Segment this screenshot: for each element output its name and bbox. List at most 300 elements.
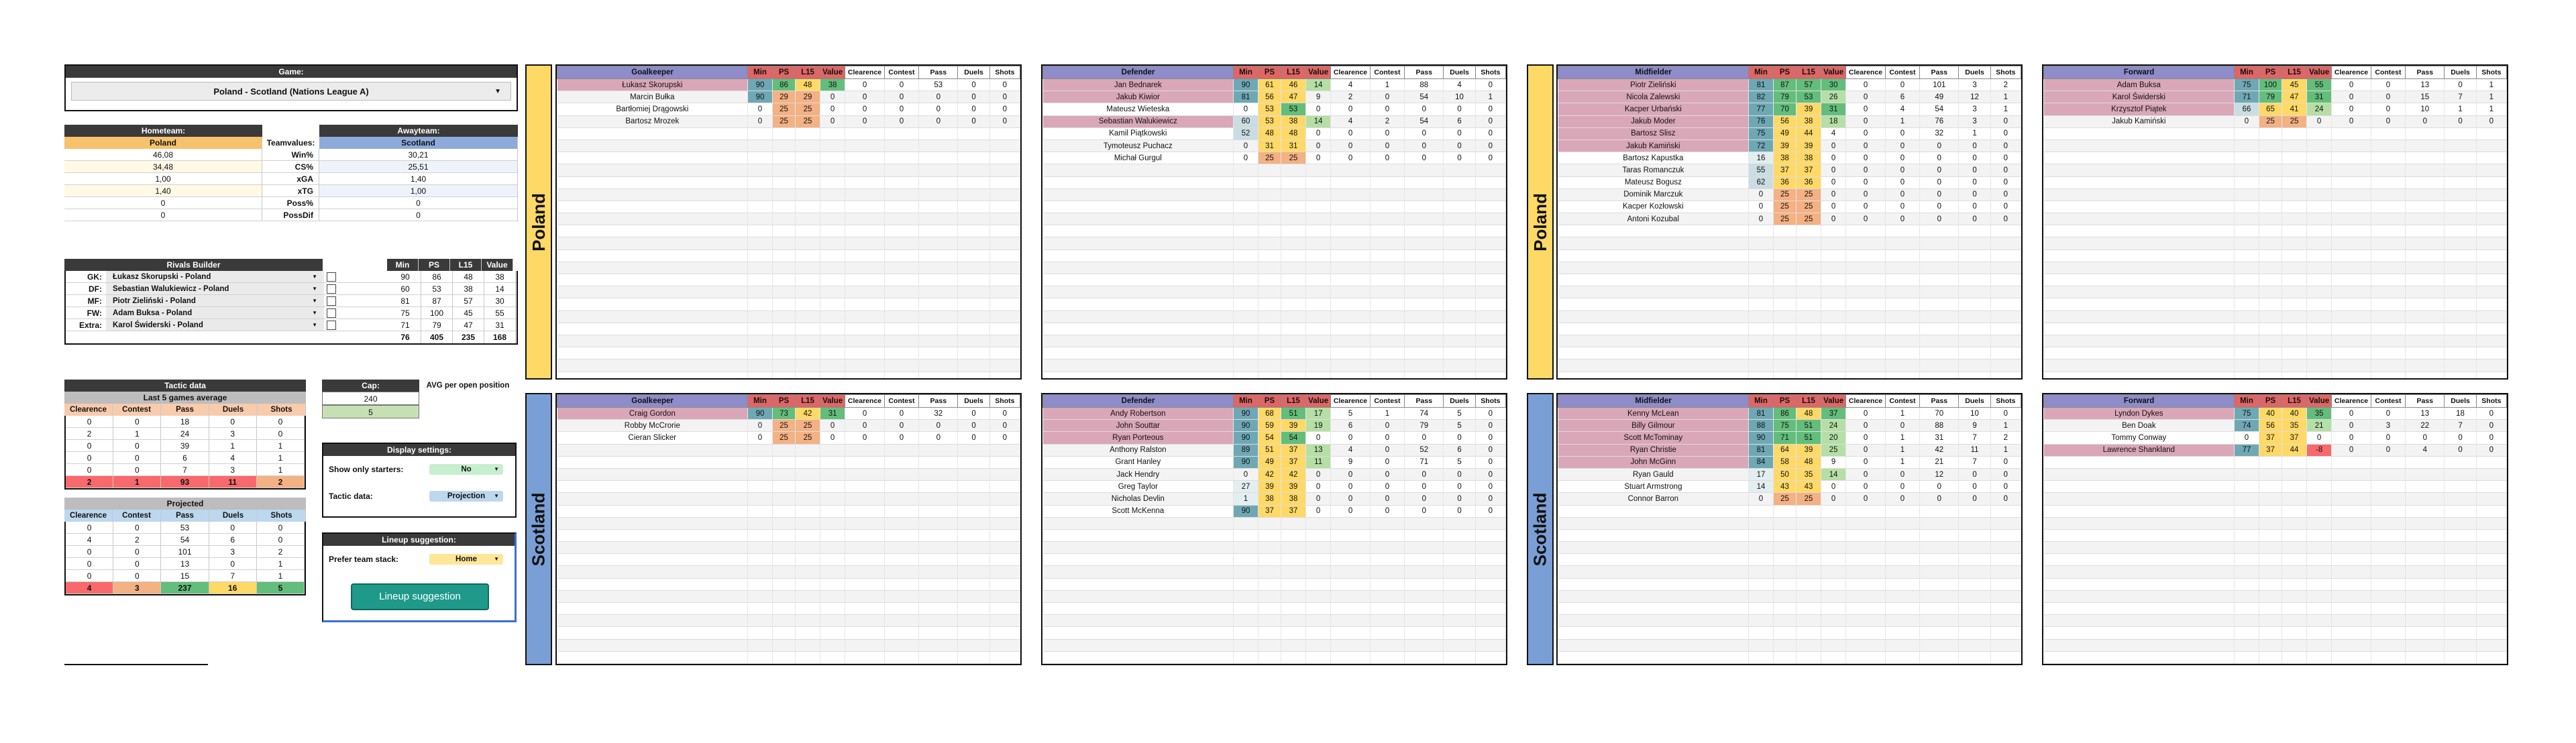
table-header-row <box>2044 66 2507 79</box>
tactic-col-headers <box>64 510 306 522</box>
empty-cell <box>1846 639 1885 651</box>
player-name[interactable]: John Souttar <box>1043 420 1234 432</box>
player-name[interactable]: Karol Świderski <box>2044 91 2235 103</box>
table-row <box>557 590 1020 602</box>
stat-cell: 47 <box>1281 91 1306 103</box>
player-name[interactable]: John McGinn <box>1558 456 1749 468</box>
empty-cell <box>2476 323 2506 335</box>
stat-cell: 0 <box>1475 493 1505 505</box>
table-row <box>2044 225 2507 237</box>
empty-cell <box>958 237 989 249</box>
empty-cell <box>2235 310 2259 323</box>
player-name[interactable]: Bartosz Slisz <box>1558 127 1749 139</box>
empty-cell <box>1234 262 1258 274</box>
empty-cell <box>2235 651 2259 663</box>
empty-cell <box>919 201 958 213</box>
empty-cell <box>2282 359 2307 372</box>
tactic-col-header: Duels <box>209 510 258 522</box>
empty-cell <box>2306 323 2332 335</box>
empty-cell <box>2332 615 2371 627</box>
empty-cell <box>958 590 989 602</box>
player-table <box>1042 394 1506 664</box>
empty-cell <box>2306 139 2332 152</box>
empty-cell <box>1305 262 1331 274</box>
empty-cell <box>1405 347 1444 359</box>
empty-cell <box>1043 578 1234 590</box>
empty-cell <box>2332 201 2371 213</box>
player-name[interactable]: Scott McTominay <box>1558 432 1749 444</box>
player-name[interactable]: Dominik Marczuk <box>1558 188 1749 201</box>
empty-cell <box>884 651 919 663</box>
stat-cell: 71 <box>1405 456 1444 468</box>
empty-cell <box>845 615 884 627</box>
empty-cell <box>2282 286 2307 298</box>
empty-cell <box>1281 578 1306 590</box>
empty-cell <box>989 542 1020 554</box>
player-name[interactable]: Robby McCrorie <box>557 420 748 432</box>
player-name[interactable]: Taras Romanczuk <box>1558 164 1749 176</box>
table-row <box>2044 188 2507 201</box>
empty-cell <box>1821 651 1846 663</box>
empty-cell <box>2332 481 2371 493</box>
player-name[interactable]: Krzysztof Piątek <box>2044 103 2235 115</box>
rivals-player-select[interactable] <box>106 295 324 306</box>
stat-cell: 25 <box>2259 115 2282 127</box>
stat-cell: 54 <box>1405 115 1444 127</box>
empty-cell <box>884 176 919 188</box>
empty-cell <box>1821 249 1846 262</box>
empty-cell <box>919 590 958 602</box>
stat-header: Contest <box>1370 66 1405 79</box>
empty-cell <box>1959 542 1990 554</box>
empty-cell <box>2044 529 2235 541</box>
empty-cell <box>919 372 958 380</box>
stat-cell: 2 <box>1331 91 1370 103</box>
stat-cell: 73 <box>772 408 795 420</box>
stat-header: Contest <box>2371 395 2406 408</box>
player-name[interactable]: Ryan Christie <box>1558 444 1749 456</box>
stat-cell: 53 <box>1258 115 1281 127</box>
empty-cell <box>1990 372 2021 380</box>
stat-cell: 0 <box>1475 456 1505 468</box>
empty-cell <box>919 323 958 335</box>
stat-cell: 0 <box>845 432 884 444</box>
empty-cell <box>557 566 748 578</box>
stat-cell: 70 <box>1920 408 1959 420</box>
empty-cell <box>1234 529 1258 541</box>
teamvalue-row <box>64 173 518 185</box>
stat-cell: 0 <box>919 420 958 432</box>
empty-cell <box>2371 176 2406 188</box>
tactic-cell: 101 <box>161 546 209 557</box>
player-name[interactable]: Jakub Kamiński <box>1558 139 1749 152</box>
tactic-cell: 39 <box>161 440 209 451</box>
empty-cell <box>884 274 919 286</box>
empty-cell <box>2235 188 2259 201</box>
empty-cell <box>1370 603 1405 615</box>
player-name[interactable]: Michał Gurgul <box>1043 152 1234 164</box>
player-name[interactable]: Marcin Bułka <box>557 91 748 103</box>
empty-cell <box>557 310 748 323</box>
empty-cell <box>2306 372 2332 380</box>
table-row <box>1558 590 2021 602</box>
rivals-checkbox[interactable] <box>327 284 336 294</box>
empty-cell <box>1043 176 1234 188</box>
stat-cell: 0 <box>2371 432 2406 444</box>
player-name[interactable]: Connor Barron <box>1558 493 1749 505</box>
empty-cell <box>2044 359 2235 372</box>
stat-cell: 6 <box>1444 115 1475 127</box>
empty-cell <box>989 127 1020 139</box>
stat-cell: 0 <box>1305 139 1331 152</box>
player-name[interactable]: Lawrence Shankland <box>2044 444 2235 456</box>
empty-cell <box>1281 286 1306 298</box>
player-name[interactable]: Jakub Moder <box>1558 115 1749 127</box>
empty-cell <box>1258 249 1281 262</box>
empty-cell <box>958 188 989 201</box>
table-header-row <box>1043 395 1506 408</box>
lineup-suggestion-button[interactable]: Lineup suggestion <box>351 583 489 610</box>
player-name[interactable]: Sebastian Walukiewicz <box>1043 115 1234 127</box>
empty-cell <box>2235 213 2259 225</box>
stat-cell: 36 <box>1773 176 1796 188</box>
empty-cell <box>2259 505 2282 517</box>
rivals-checkbox[interactable] <box>327 308 336 318</box>
empty-cell <box>2476 627 2506 639</box>
empty-cell <box>796 213 820 225</box>
rivals-player-select[interactable] <box>106 307 324 319</box>
empty-cell <box>884 372 919 380</box>
stat-header: Shots <box>2476 395 2506 408</box>
stat-cell: 0 <box>1370 456 1405 468</box>
table-row <box>557 91 1020 103</box>
stat-cell: 0 <box>1821 164 1846 176</box>
table-row <box>557 188 1020 201</box>
empty-cell <box>989 456 1020 468</box>
table-row <box>557 103 1020 115</box>
empty-cell <box>1796 274 1821 286</box>
stat-header: Duels <box>958 395 989 408</box>
player-name[interactable]: Andy Robertson <box>1043 408 1234 420</box>
table-row <box>2044 554 2507 566</box>
empty-cell <box>1405 529 1444 541</box>
stack-select[interactable]: Home ▼ <box>429 554 503 565</box>
empty-cell <box>2235 201 2259 213</box>
empty-cell <box>796 615 820 627</box>
empty-cell <box>884 249 919 262</box>
player-name[interactable]: Jakub Kamiński <box>2044 115 2235 127</box>
player-name[interactable]: Billy Gilmour <box>1558 420 1749 432</box>
stat-cell: 0 <box>1370 432 1405 444</box>
empty-cell <box>820 201 845 213</box>
table-row <box>1558 529 2021 541</box>
empty-cell <box>772 566 795 578</box>
player-name[interactable]: Lyndon Dykes <box>2044 408 2235 420</box>
empty-cell <box>2332 554 2371 566</box>
stat-cell: 0 <box>1821 176 1846 188</box>
rivals-checkbox[interactable] <box>327 272 336 282</box>
empty-cell <box>796 505 820 517</box>
cap-value[interactable]: 240 <box>322 392 419 405</box>
tactic-cell: 0 <box>66 522 113 533</box>
player-name[interactable]: Bartosz Mrozek <box>557 115 748 127</box>
empty-cell <box>1773 225 1796 237</box>
stat-cell: 54 <box>1920 103 1959 115</box>
stat-cell: 4 <box>1821 127 1846 139</box>
stat-header: L15 <box>2282 395 2307 408</box>
table-row <box>1558 372 2021 380</box>
player-name[interactable]: Anthony Ralston <box>1043 444 1234 456</box>
empty-cell <box>2259 603 2282 615</box>
empty-cell <box>1258 347 1281 359</box>
player-name[interactable]: Ryan Gauld <box>1558 468 1749 480</box>
empty-cell <box>989 201 1020 213</box>
empty-cell <box>748 578 773 590</box>
empty-cell <box>1796 237 1821 249</box>
stat-cell: 0 <box>1475 468 1505 480</box>
table-row <box>2044 213 2507 225</box>
rivals-checkbox[interactable] <box>327 321 336 330</box>
empty-cell <box>2044 298 2235 310</box>
empty-cell <box>2282 542 2307 554</box>
empty-cell <box>2044 468 2235 480</box>
player-name[interactable]: Cieran Slicker <box>557 432 748 444</box>
rivals-stat: 86 <box>421 271 453 282</box>
away-team-name: Scotland <box>319 137 518 149</box>
game-select[interactable] <box>71 82 511 101</box>
empty-cell <box>2332 372 2371 380</box>
stat-header: Pass <box>1920 395 1959 408</box>
player-name[interactable]: Kacper Urbański <box>1558 103 1749 115</box>
empty-cell <box>919 127 958 139</box>
player-name[interactable]: Greg Taylor <box>1043 481 1234 493</box>
empty-cell <box>2371 347 2406 359</box>
empty-cell <box>884 127 919 139</box>
table-row <box>2044 347 2507 359</box>
stat-cell: 0 <box>1405 432 1444 444</box>
empty-cell <box>1281 627 1306 639</box>
empty-cell <box>1846 323 1885 335</box>
rivals-player-select[interactable] <box>106 271 324 282</box>
home-value: 34,48 <box>64 161 262 172</box>
player-name[interactable]: Tymoteusz Puchacz <box>1043 139 1234 152</box>
stat-cell: 0 <box>2332 103 2371 115</box>
empty-cell <box>2476 542 2506 554</box>
stat-cell: 86 <box>1773 408 1796 420</box>
empty-cell <box>2476 286 2506 298</box>
empty-cell <box>1043 372 1234 380</box>
player-name[interactable]: Grant Hanley <box>1043 456 1234 468</box>
empty-cell <box>1796 359 1821 372</box>
empty-cell <box>748 517 773 529</box>
stat-header: Pass <box>2406 395 2445 408</box>
stat-cell: 37 <box>1773 164 1796 176</box>
empty-cell <box>2332 347 2371 359</box>
stat-cell: 0 <box>1920 164 1959 176</box>
empty-cell <box>2282 274 2307 286</box>
player-name[interactable]: Ryan Porteous <box>1043 432 1234 444</box>
empty-cell <box>1043 615 1234 627</box>
stat-cell: 3 <box>1959 103 1990 115</box>
rivals-player-select[interactable] <box>106 283 324 294</box>
empty-cell <box>557 335 748 347</box>
empty-cell <box>1821 627 1846 639</box>
rivals-player-select[interactable] <box>106 319 324 331</box>
player-name[interactable]: Nicholas Devlin <box>1043 493 1234 505</box>
player-name[interactable]: Tommy Conway <box>2044 432 2235 444</box>
empty-cell <box>796 359 820 372</box>
empty-cell <box>1281 176 1306 188</box>
empty-cell <box>1234 225 1258 237</box>
stat-header: Clearence <box>1846 395 1885 408</box>
stat-cell: 0 <box>989 115 1020 127</box>
player-name[interactable]: Nicola Zalewski <box>1558 91 1749 103</box>
empty-cell <box>557 286 748 298</box>
empty-cell <box>2282 213 2307 225</box>
empty-cell <box>1234 237 1258 249</box>
tactic-cell: 0 <box>66 416 113 427</box>
teamvalue-label: xTG <box>262 185 319 196</box>
empty-cell <box>1821 323 1846 335</box>
stat-cell: 31 <box>1258 139 1281 152</box>
player-name[interactable]: Ben Doak <box>2044 420 2235 432</box>
stat-header: L15 <box>1796 395 1821 408</box>
stat-header: Clearence <box>2332 66 2371 79</box>
empty-cell <box>1773 578 1796 590</box>
empty-cell <box>557 481 748 493</box>
empty-cell <box>1885 505 1920 517</box>
empty-cell <box>884 505 919 517</box>
empty-cell <box>1305 213 1331 225</box>
empty-cell <box>1990 286 2021 298</box>
empty-cell <box>748 127 773 139</box>
player-name[interactable]: Adam Buksa <box>2044 79 2235 91</box>
stat-cell: 71 <box>2235 91 2259 103</box>
player-name[interactable]: Kenny McLean <box>1558 408 1749 420</box>
stat-cell: 48 <box>1796 456 1821 468</box>
empty-cell <box>2306 249 2332 262</box>
empty-cell <box>2406 578 2445 590</box>
empty-cell <box>2445 152 2476 164</box>
player-name[interactable]: Scott McKenna <box>1043 505 1234 517</box>
empty-cell <box>958 627 989 639</box>
empty-cell <box>919 335 958 347</box>
empty-cell <box>1234 615 1258 627</box>
table-row <box>1043 603 1506 615</box>
stat-cell: 0 <box>989 79 1020 91</box>
empty-cell <box>845 603 884 615</box>
empty-cell <box>1331 542 1370 554</box>
player-table <box>1558 394 2021 664</box>
stat-cell: 0 <box>2332 91 2371 103</box>
empty-cell <box>796 517 820 529</box>
stat-cell: 0 <box>1885 213 1920 225</box>
empty-cell <box>2044 152 2235 164</box>
tactic-cell: 3 <box>209 546 257 557</box>
player-name[interactable]: Bartosz Kapustka <box>1558 152 1749 164</box>
stat-cell: 0 <box>1821 139 1846 152</box>
tactic-data-select[interactable]: Projection ▼ <box>429 491 503 502</box>
table-row <box>1558 432 2021 444</box>
empty-cell <box>1234 188 1258 201</box>
empty-cell <box>2235 566 2259 578</box>
player-name[interactable]: Mateusz Wieteska <box>1043 103 1234 115</box>
empty-cell <box>989 554 1020 566</box>
player-name[interactable]: Piotr Zieliński <box>1558 79 1749 91</box>
empty-cell <box>2406 237 2445 249</box>
player-name[interactable]: Łukasz Skorupski <box>557 79 748 91</box>
table-row <box>1043 639 1506 651</box>
empty-cell <box>2332 127 2371 139</box>
empty-cell <box>1281 249 1306 262</box>
stat-cell: 77 <box>2235 444 2259 456</box>
empty-cell <box>2371 164 2406 176</box>
stat-cell: 0 <box>2235 432 2259 444</box>
empty-cell <box>748 590 773 602</box>
rivals-total: 168 <box>484 331 516 343</box>
rivals-checkbox[interactable] <box>327 296 336 306</box>
stat-cell: 0 <box>2332 115 2371 127</box>
rivals-row <box>66 271 517 283</box>
player-table-defender <box>1041 64 1507 380</box>
stat-cell: 1 <box>1475 91 1505 103</box>
player-name[interactable]: Antoni Kozubal <box>1558 213 1749 225</box>
hometeam-title: Hometeam: <box>64 125 262 137</box>
stat-header: Value <box>1821 66 1846 79</box>
teamvalue-row <box>64 197 518 209</box>
player-name[interactable]: Kamil Piątkowski <box>1043 127 1234 139</box>
stat-cell: 0 <box>1444 432 1475 444</box>
stat-cell: 0 <box>958 79 989 91</box>
stat-cell: 0 <box>958 420 989 432</box>
empty-cell <box>1749 225 1774 237</box>
empty-cell <box>2044 639 2235 651</box>
player-name[interactable]: Kacper Kozłowski <box>1558 201 1749 213</box>
empty-cell <box>1990 237 2021 249</box>
player-name[interactable]: Mateusz Bogusz <box>1558 176 1749 188</box>
player-name[interactable]: Craig Gordon <box>557 408 748 420</box>
stat-header: L15 <box>796 395 820 408</box>
player-table <box>1042 66 1506 380</box>
starters-select[interactable]: No ▼ <box>429 464 503 475</box>
player-name[interactable]: Bartłomiej Drągowski <box>557 103 748 115</box>
stat-cell: 46 <box>1281 79 1306 91</box>
empty-cell <box>884 590 919 602</box>
empty-cell <box>2259 237 2282 249</box>
rivals-stat: 60 <box>390 283 421 294</box>
empty-cell <box>2445 517 2476 529</box>
empty-cell <box>2445 456 2476 468</box>
empty-cell <box>2235 335 2259 347</box>
empty-cell <box>2044 249 2235 262</box>
empty-cell <box>748 225 773 237</box>
table-row <box>1043 578 1506 590</box>
empty-cell <box>1258 542 1281 554</box>
player-name[interactable]: Jan Bednarek <box>1043 79 1234 91</box>
player-name[interactable]: Stuart Armstrong <box>1558 481 1749 493</box>
stat-cell: 0 <box>1885 201 1920 213</box>
empty-cell <box>1234 627 1258 639</box>
stat-cell: 0 <box>884 115 919 127</box>
stat-header: Shots <box>1990 395 2021 408</box>
player-name[interactable]: Jakub Kiwior <box>1043 91 1234 103</box>
rivals-pos: MF: <box>87 296 102 306</box>
empty-cell <box>2332 139 2371 152</box>
empty-cell <box>1990 505 2021 517</box>
player-name[interactable]: Jack Hendry <box>1043 468 1234 480</box>
empty-cell <box>989 639 1020 651</box>
empty-cell <box>2306 554 2332 566</box>
